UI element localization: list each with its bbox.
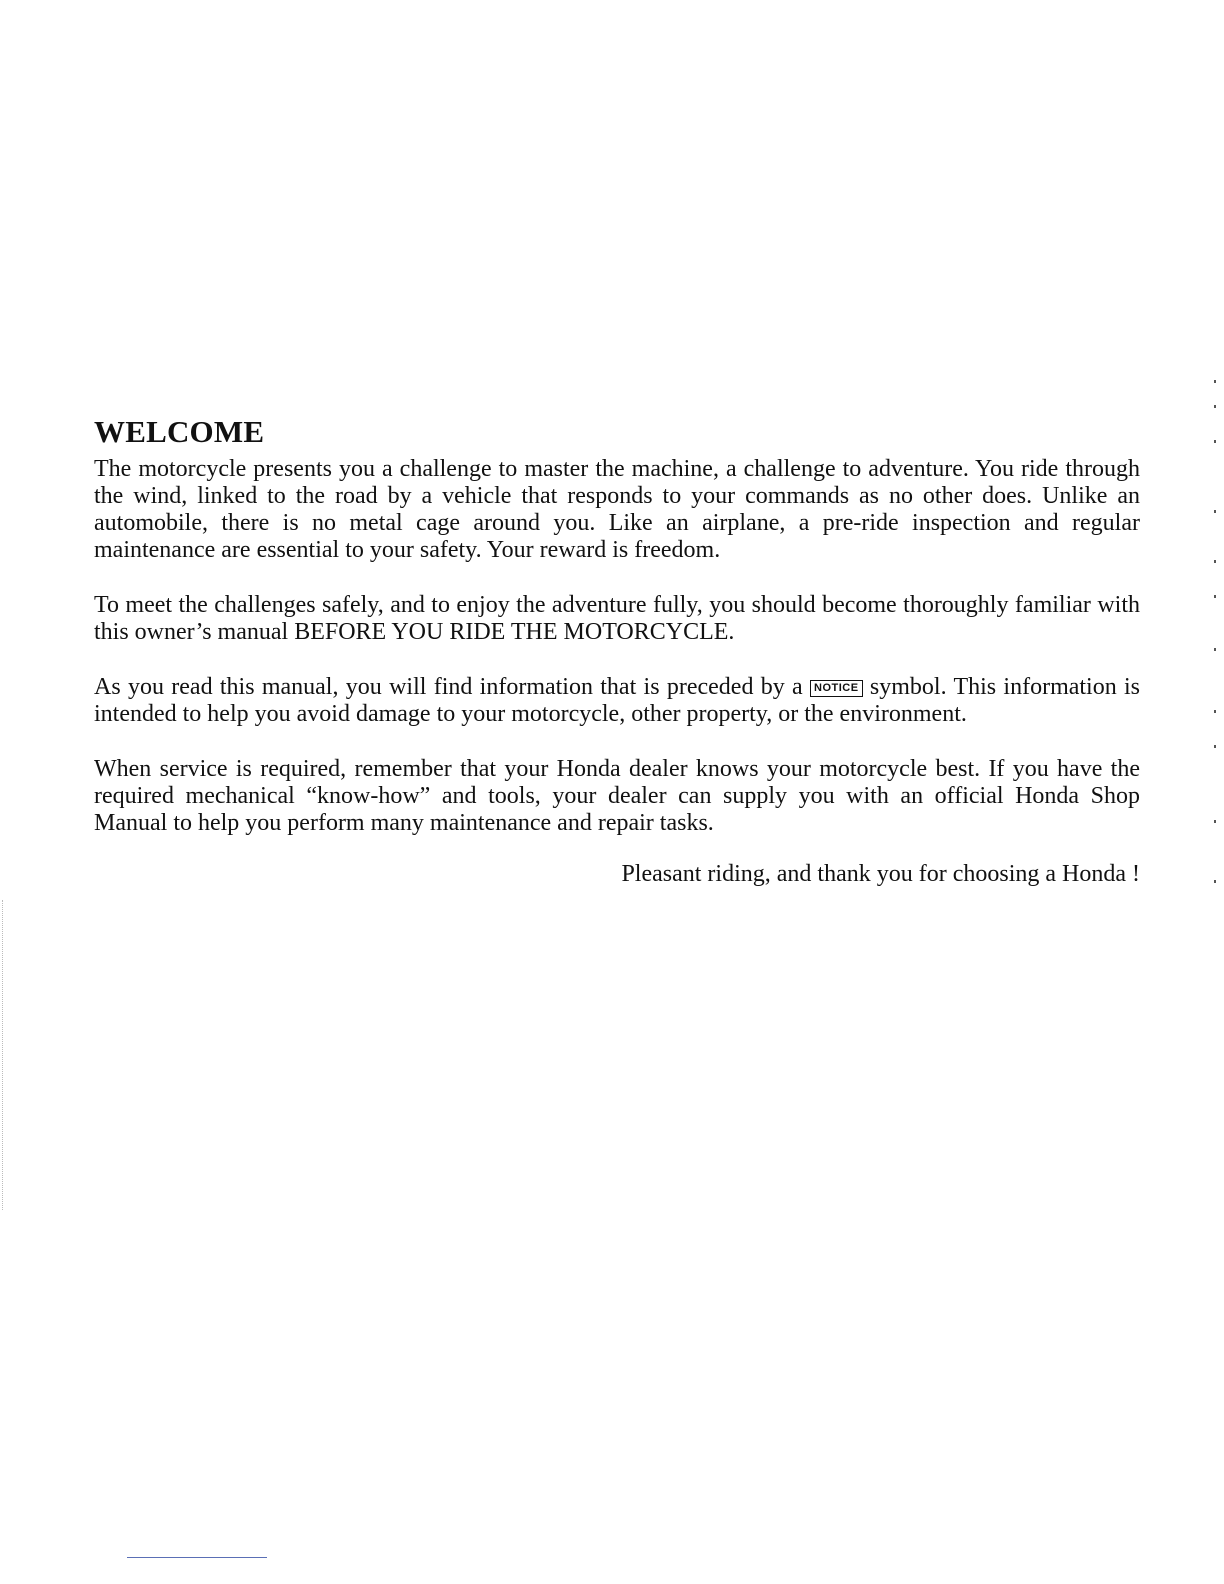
notice-paragraph xyxy=(94,674,1140,728)
service-paragraph: When service is required, remember that your Honda dealer knows your motorcycle best. If you have the required mechanical “know-how” and tools, your dealer can supply you with an official Honda Shop Manual to help you perform many maintenance and repair tasks. xyxy=(94,756,1140,836)
notice-paragraph-lead: As you read this manual, you will find information that is preceded by a xyxy=(94,674,803,700)
closing-line: Pleasant riding, and thank you for choosing a Honda ! xyxy=(621,861,1140,887)
notice-paragraph-tail: symbol. This information is intended to help you avoid damage to your motorcycle, other property, or the environment. xyxy=(94,674,1141,727)
intro-paragraph: The motorcycle presents you a challenge to master the machine, a challenge to adventure. You ride through the wind, linked to the road by a vehicle that responds to your commands as no other does. Unlike an automobile, there is no metal cage around you. Like an airplane, a pre-ride inspection and regular maintenance are essential to your safety. Your reward is freedom. xyxy=(94,456,1140,563)
page-title: WELCOME xyxy=(94,414,265,449)
scan-edge-marks xyxy=(1210,380,1216,900)
safety-paragraph: To meet the challenges safely, and to enjoy the adventure fully, you should become thoroughly familiar with this owner’s manual BEFORE YOU RIDE THE MOTORCYCLE. xyxy=(94,592,1140,645)
notice-symbol-icon: NOTICE xyxy=(810,680,863,697)
footer-rule xyxy=(127,1557,267,1558)
welcome-section xyxy=(94,414,1140,888)
scan-left-margin-dots xyxy=(2,900,4,1210)
